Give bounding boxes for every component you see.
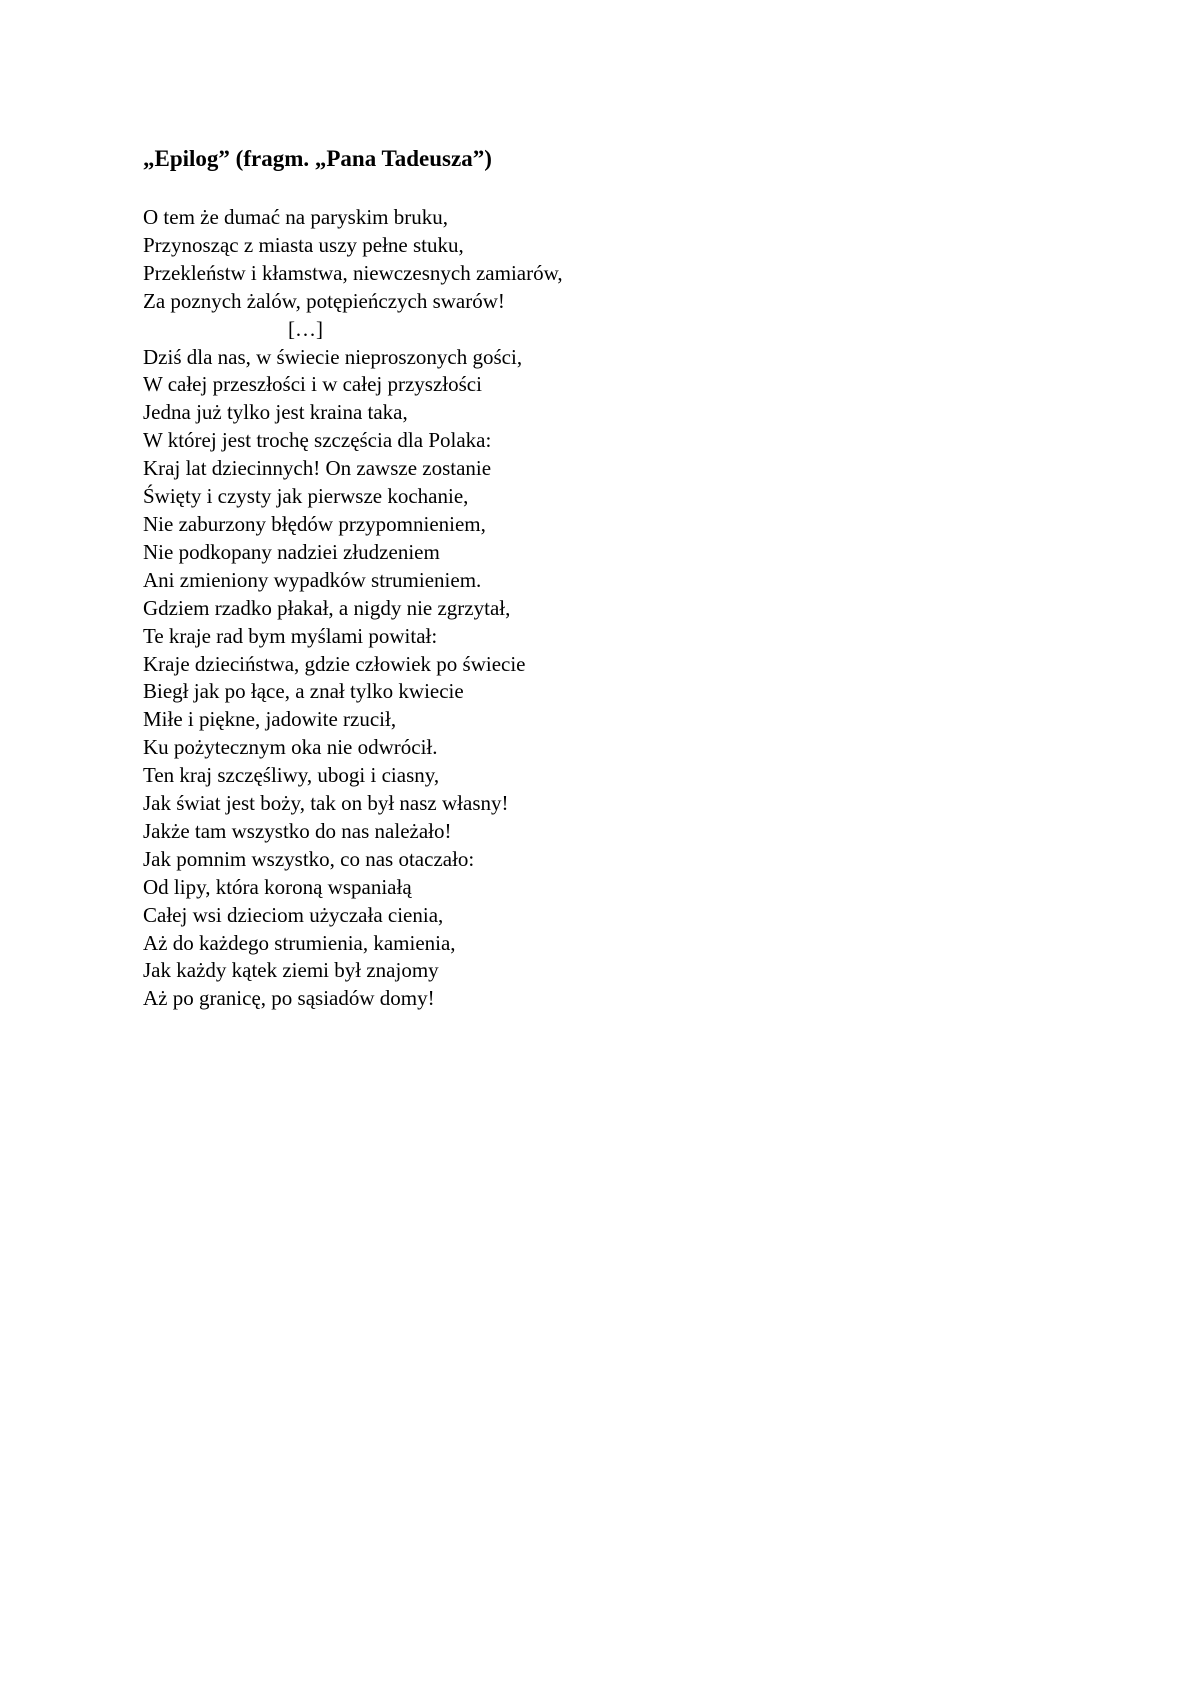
poem-line: Przekleństw i kłamstwa, niewczesnych zamiarów, [143, 260, 563, 285]
poem-line: Za poznych żalów, potępieńczych swarów! [143, 288, 505, 313]
poem-line: Te kraje rad bym myślami powitał: [143, 623, 438, 648]
poem-line: Kraje dzieciństwa, gdzie człowiek po świecie [143, 651, 526, 676]
poem-line: Nie zaburzony błędów przypomnieniem, [143, 511, 486, 536]
poem-line: W całej przeszłości i w całej przyszłości [143, 372, 482, 397]
poem-line: Ku pożytecznym oka nie odwrócił. [143, 735, 438, 760]
poem-line: Przynosząc z miasta uszy pełne stuku, [143, 232, 464, 257]
poem-line: Dziś dla nas, w świecie nieproszonych gości, [143, 344, 523, 369]
omission-mark: […] [288, 316, 323, 341]
poem-line: Aż do każdego strumienia, kamienia, [143, 930, 456, 955]
poem-line: Biegł jak po łące, a znał tylko kwiecie [143, 679, 464, 704]
document-title: „Epilog” (fragm. „Pana Tadeusza”) [143, 146, 492, 171]
poem-line: Gdziem rzadko płakał, a nigdy nie zgrzytał, [143, 595, 511, 620]
poem-line: Nie podkopany nadziei złudzeniem [143, 539, 440, 564]
poem-text [143, 204, 563, 1013]
poem-line: Święty i czysty jak pierwsze kochanie, [143, 484, 469, 509]
poem-line: Aż po granicę, po sąsiadów domy! [143, 986, 435, 1011]
poem-line: Od lipy, która koroną wspaniałą [143, 874, 412, 899]
poem-line: Jedna już tylko jest kraina taka, [143, 400, 408, 425]
poem-line: Ani zmieniony wypadków strumieniem. [143, 567, 482, 592]
poem-line: Całej wsi dzieciom użyczała cienia, [143, 902, 444, 927]
poem-line: Ten kraj szczęśliwy, ubogi i ciasny, [143, 763, 440, 788]
poem-line: Jak każdy kątek ziemi był znajomy [143, 958, 439, 983]
poem-line: Jak pomnim wszystko, co nas otaczało: [143, 846, 475, 871]
poem-line: Jak świat jest boży, tak on był nasz własny! [143, 791, 509, 816]
poem-line: Jakże tam wszystko do nas należało! [143, 818, 452, 843]
poem-line: O tem że dumać na paryskim bruku, [143, 205, 448, 229]
poem-line: Kraj lat dziecinnych! On zawsze zostanie [143, 456, 492, 481]
poem-line: W której jest trochę szczęścia dla Polaka: [143, 428, 492, 453]
poem-line: Miłe i piękne, jadowite rzucił, [143, 707, 397, 732]
